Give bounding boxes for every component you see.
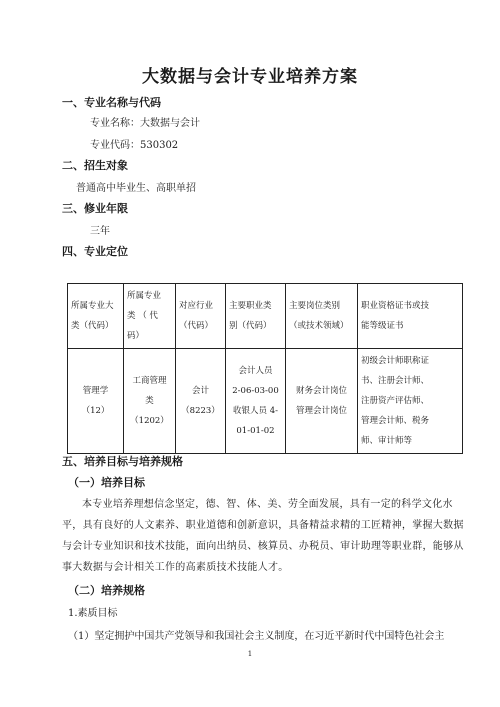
study-duration-text: 三年: [90, 226, 110, 237]
table-row: [68, 349, 463, 454]
page-number: 1: [247, 650, 253, 658]
header-cell: 所属专业大 类（代码）: [68, 284, 124, 349]
subheading-training-goal: （一）培养目标: [68, 476, 145, 489]
subheading-training-spec: （二）培养规格: [68, 584, 145, 597]
table-cell: 会计人员 2-06-03-00 收银人员 4- 01-01-02: [226, 349, 286, 454]
header-cell: 所属专业 类 （ 代 码）: [124, 284, 176, 349]
quality-goal-point-1: （1）坚定拥护中国共产党领导和我国社会主义制度，在习近平新时代中国特色社会主: [68, 631, 445, 642]
enrollment-text: 普通高中毕业生、高职单招: [76, 183, 196, 194]
section-heading-3: 三、修业年限: [62, 202, 128, 215]
header-cell: 主要职业类 别（代码）: [226, 284, 286, 349]
section-heading-5: 五、培养目标与培养规格: [62, 455, 183, 468]
page-title: 大数据与会计专业培养方案: [142, 67, 358, 87]
table-cell: 工商管理 类 （1202）: [124, 349, 176, 454]
table-cell: 会计 （8223）: [176, 349, 226, 454]
major-code-line: 专业代码：530302: [90, 140, 179, 151]
header-cell: 职业资格证书或技 能等级证书: [358, 284, 463, 349]
table-cell: 财务会计岗位 管理会计岗位: [286, 349, 358, 454]
section-heading-2: 二、招生对象: [62, 159, 128, 172]
header-cell: 主要岗位类别 （或技术领域）: [286, 284, 358, 349]
table-cell: 初级会计师职称证 书、注册会计师、 注册资产评估师、 管理会计师、税务 师、审计师等: [358, 349, 463, 454]
section-heading-4: 四、专业定位: [62, 245, 128, 258]
training-goal-paragraph: 本专业培养理想信念坚定，德、智、体、美、劳全面发展，具有一定的科学文化水平，具有良好的人文素养、职业道德和创新意识，具备精益求精的工匠精神，掌握大数据与会计专业知识和技术技能，面向出纳员、核算员、办税员、审计助理等职业群，能够从事大数据与会计相关工作的高素质技术技能人才。: [62, 499, 464, 573]
quality-goal-item: 1.素质目标: [68, 608, 118, 619]
table-cell: 管理学 （12）: [68, 349, 124, 454]
header-cell: 对应行业 （代码）: [176, 284, 226, 349]
major-name-line: 专业名称：大数据与会计: [90, 118, 200, 129]
table-header-row: [68, 284, 463, 349]
section-heading-1: 一、专业名称与代码: [62, 96, 161, 109]
positioning-table: [67, 283, 463, 454]
